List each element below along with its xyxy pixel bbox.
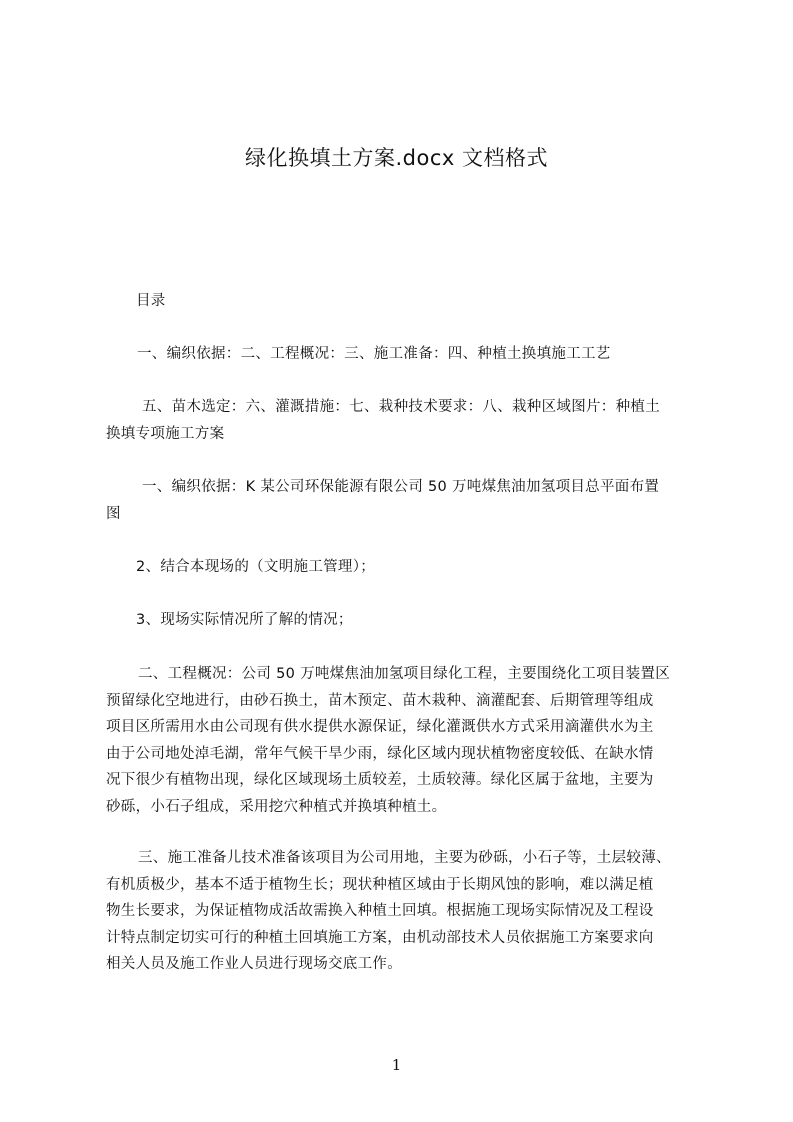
item-3-paragraph [136,607,736,634]
section-2-row: 预留绿化空地进行，由砂石换土，苗木预定、苗木栽种、滴灌配套、后期管理等组成 [106,692,654,709]
item-3-text: 3、现场实际情况所了解的情况； [136,612,353,628]
toc-line-1-text: 一、编织依据：二、工程概况：三、施工准备：四、种植土换填施工工艺 [137,346,611,362]
section-2-row: 二、工程概况：公司 50 万吨煤焦油加氢项目绿化工程，主要围绕化工项目装置区 [138,666,671,682]
section-2-row: 砂砾，小石子组成，采用挖穴种植式并换填种植土。 [106,798,447,815]
section-1-row: 图 [106,505,121,522]
toc-line-1 [137,341,737,368]
toc-line-2-row: 五、苗木选定：六、灌溉措施：七、栽种技术要求：八、栽种区域图片：种植土 [142,399,660,415]
section-3-row: 相关人员及施工作业人员进行现场交底工作。 [106,956,402,972]
section-3-row: 三、施工准备儿技术准备该项目为公司用地，主要为砂砾，小石子等，土层较薄、 [138,850,671,866]
section-3-row: 计特点制定切实可行的种植土回填施工方案，由机动部技术人员依据施工方案要求向 [106,929,654,946]
item-2-text: 2、结合本现场的（文明施工管理）； [136,559,376,575]
section-3-row: 物生长要求，为保证植物成活故需换入种植土回填。根据施工现场实际情况及工程设 [106,903,654,919]
item-2-paragraph [136,554,736,581]
toc-heading [136,288,736,315]
section-2-row: 况下很少有植物出现，绿化区域现场土质较差，土质较薄。绿化区属于盆地，主要为 [106,772,654,788]
toc-line-2-row: 换填专项施工方案 [106,425,225,442]
section-1-row: 一、编织依据：K 某公司环保能源有限公司 50 万吨煤焦油加氢项目总平面布置 [142,479,660,495]
section-2-paragraph [106,661,706,820]
document-title: 绿化换填土方案.docx 文档格式 [244,146,548,170]
section-2-row: 项目区所需用水由公司现有供水提供水源保证，绿化灌溉供水方式采用滴灌供水为主 [106,719,654,735]
page-number: 1 [391,1056,402,1074]
toc-heading-text: 目录 [136,293,166,309]
section-1-paragraph [106,474,706,527]
section-2-row: 由于公司地处淖毛湖，常年气候干旱少雨，绿化区域内现状植物密度较低、在缺水情 [106,745,654,762]
section-3-row: 有机质极少，基本不适于植物生长；现状种植区域由于长期风蚀的影响，难以满足植 [106,876,654,893]
toc-line-2 [106,394,706,447]
section-3-paragraph [106,845,706,978]
